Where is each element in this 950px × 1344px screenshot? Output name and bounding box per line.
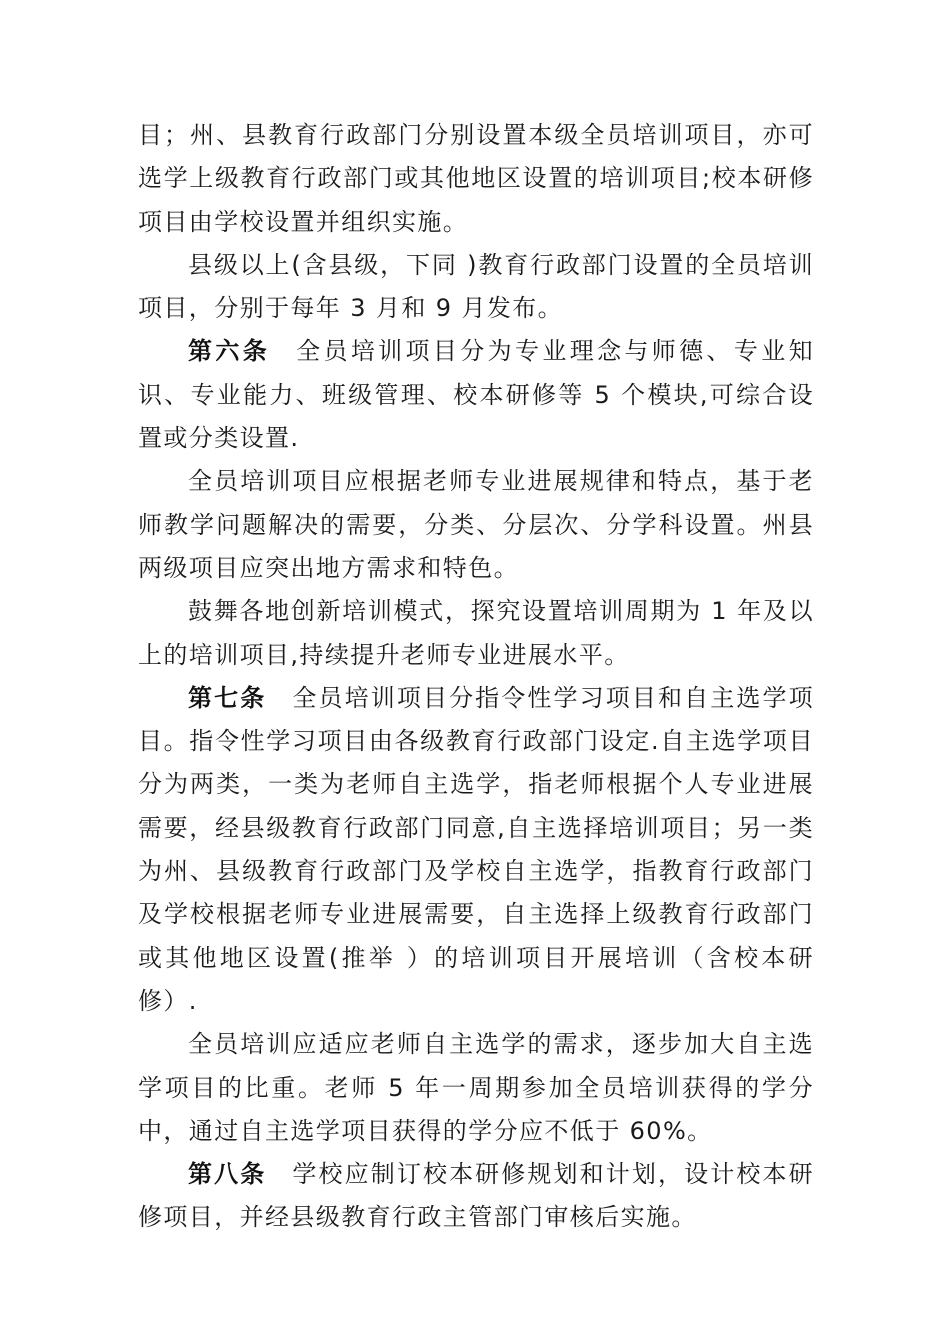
paragraph-text: 鼓舞各地创新培训模式，探究设置培训周期为 1 年及以上的培训项目,持续提升老师专业进展水平。 bbox=[138, 597, 814, 669]
paragraph-text: 全员培训项目分为专业理念与师德、专业知识、专业能力、班级管理、校本研修等 5 个模块,可综合设置或分类设置. bbox=[138, 337, 814, 453]
document-body bbox=[138, 114, 814, 1240]
paragraph-text: 全员培训应适应老师自主选学的需求，逐步加大自主选学项目的比重。老师 5 年一周期参加全员培训获得的学分中，通过自主选学项目获得的学分应不低于 60%。 bbox=[138, 1030, 814, 1145]
paragraph-text: 县级以上(含县级，下同 )教育行政部门设置的全员培训项目，分别于每年 3 月和 9 月发布。 bbox=[138, 250, 814, 323]
article-8 bbox=[138, 1153, 814, 1240]
article-6 bbox=[138, 330, 814, 460]
article-7-heading: 第七条 bbox=[188, 683, 267, 712]
paragraph-release-schedule bbox=[138, 244, 814, 331]
paragraph-innovation bbox=[138, 590, 814, 677]
paragraph-text: 学校应制订校本研修规划和计划，设计校本研修项目，并经县级教育行政主管部门审核后实施。 bbox=[138, 1160, 815, 1232]
paragraph-continuation bbox=[138, 114, 814, 244]
paragraph-project-design bbox=[138, 460, 814, 590]
paragraph-elective-ratio bbox=[138, 1023, 814, 1153]
paragraph-text: 目；州、县教育行政部门分别设置本级全员培训项目，亦可选学上级教育行政部门或其他地区设置的培训项目;校本研修项目由学校设置并组织实施。 bbox=[138, 121, 814, 236]
article-8-heading: 第八条 bbox=[188, 1160, 267, 1189]
paragraph-text: 全员培训项目分指令性学习项目和自主选学项目。指令性学习项目由各级教育行政部门设定.自主选学项目分为两类，一类为老师自主选学，指老师根据个人专业进展需要，经县级教育行政部门同意,自主选择培训项目；另一类为州、县级教育行政部门及学校自主选学，指教育行政部门及学校根据老师专业进展需要，自主选择上级教育行政部门或其他地区设置(推举 ）的培训项目开展培训（含校本研修）. bbox=[138, 683, 815, 1015]
article-7 bbox=[138, 677, 814, 1023]
article-6-heading: 第六条 bbox=[188, 337, 271, 366]
paragraph-text: 全员培训项目应根据老师专业进展规律和特点，基于老师教学问题解决的需要，分类、分层次、分学科设置。州县两级项目应突出地方需求和特色。 bbox=[138, 467, 814, 582]
